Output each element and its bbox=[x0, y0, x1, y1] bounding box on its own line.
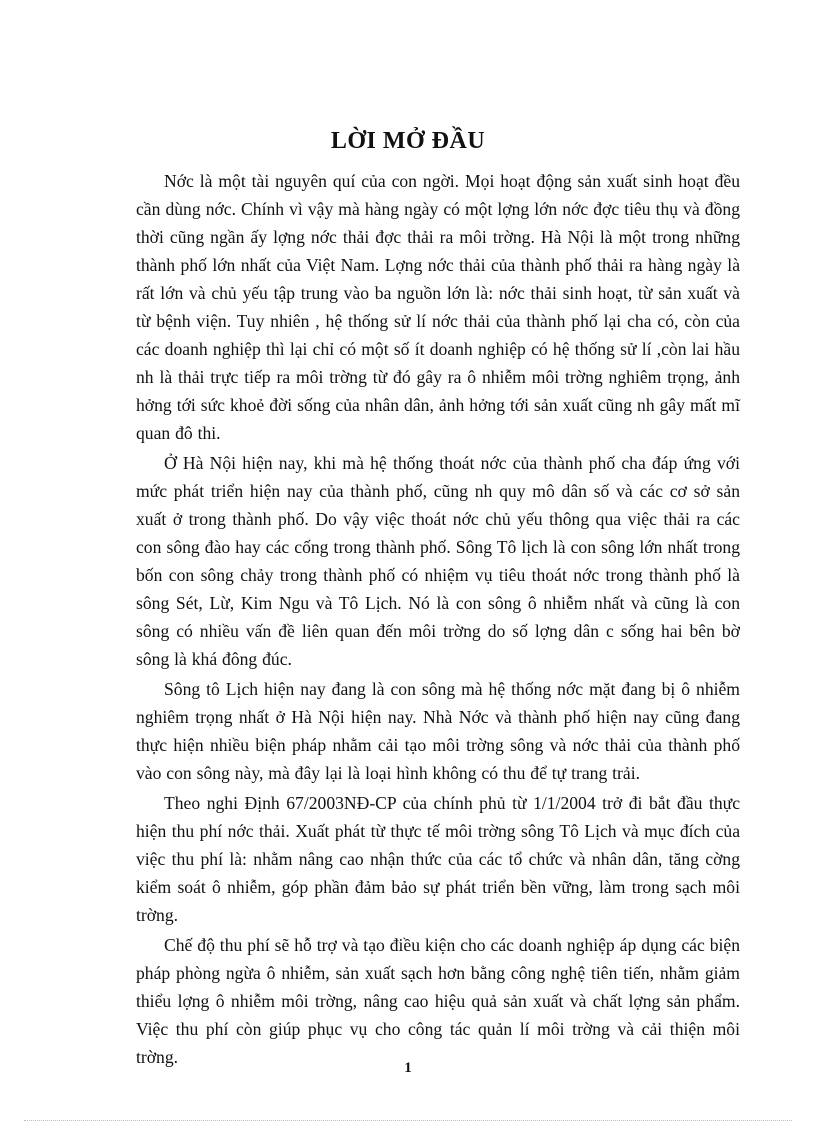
page-number: 1 bbox=[404, 1060, 412, 1076]
paragraph-3: Sông tô Lịch hiện nay đang là con sông mà hệ thống nớc mặt đang bị ô nhiễm nghiêm trọng nhất ở Hà Nội hiện nay. Nhà Nớc và thành phố hiện nay cũng đang thực hiện nhiều biện pháp nhằm cải tạo môi trờng sông và nớc thải của thành phố vào con sông này, mà đây lại là loại hình không có thu để tự trang trải. bbox=[136, 679, 740, 783]
paragraph-1: Nớc là một tài nguyên quí của con ngời. Mọi hoạt động sản xuất sinh hoạt đều cần dùng nớc. Chính vì vậy mà hàng ngày có một lợng lớn nớc đợc tiêu thụ và đồng thời cũng ngần ấy lợng nớc thải đợc thải ra môi trờng. Hà Nội là một trong những thành phố lớn nhất của Việt Nam. Lợng nớc thải của thành phố thải ra hàng ngày là rất lớn và chủ yếu tập trung vào ba nguồn lớn là: nớc thải sinh hoạt, từ sản xuất và từ bệnh viện. Tuy nhiên , hệ thống sử lí nớc thải của thành phố lại cha có, còn của các doanh nghiệp thì lại chỉ có một số ít doanh nghiệp có hệ thống sử lí ,còn lai hầu nh là thải trực tiếp ra môi trờng từ đó gây ra ô nhiễm môi trờng nghiêm trọng, ảnh hởng tới sức khoẻ đời sống của nhân dân, ảnh hởng tới sản xuất cũng nh gây mất mĩ quan đô thi. bbox=[136, 171, 740, 443]
page-bottom-divider bbox=[24, 1120, 792, 1121]
paragraph-4: Theo nghi Định 67/2003NĐ-CP của chính phủ từ 1/1/2004 trở đi bắt đầu thực hiện thu phí nớc thải. Xuất phát từ thực tế môi trờng sông Tô Lịch và mục đích của việc thu phí là: nhằm nâng cao nhận thức của các tổ chức và nhân dân, tăng cờng kiểm soát ô nhiễm, góp phần đảm bảo sự phát triển bền vững, làm trong sạch môi trờng. bbox=[136, 793, 740, 925]
paragraph-5: Chế độ thu phí sẽ hỗ trợ và tạo điều kiện cho các doanh nghiệp áp dụng các biện pháp phòng ngừa ô nhiễm, sản xuất sạch hơn bằng công nghệ tiên tiến, nhằm giảm thiểu lợng ô nhiễm môi trờng, nâng cao hiệu quả sản xuất và chất lợng sản phẩm. Việc thu phí còn giúp phục vụ cho công tác quản lí môi trờng và cải thiện môi trờng. bbox=[136, 935, 740, 1067]
page-title: LỜI MỞ ĐẦU bbox=[330, 128, 486, 154]
document-body bbox=[136, 167, 740, 1071]
paragraph-2: Ở Hà Nội hiện nay, khi mà hệ thống thoát nớc của thành phố cha đáp ứng với mức phát triển hiện nay của thành phố, cũng nh quy mô dân số và các cơ sở sản xuất ở trong thành phố. Do vậy việc thoát nớc chủ yếu thông qua việc thải ra các con sông đào hay các cống trong thành phố. Sông Tô lịch là con sông lớn nhất trong bốn con sông chảy trong thành phố có nhiệm vụ tiêu thoát nớc trong thành phố là sông Sét, Lừ, Kim Ngu và Tô Lịch. Nó là con sông ô nhiễm nhất và cũng là con sông có nhiều vấn đề liên quan đến môi trờng do số lợng dân c sống hai bên bờ sông là khá đông đúc. bbox=[136, 453, 740, 669]
